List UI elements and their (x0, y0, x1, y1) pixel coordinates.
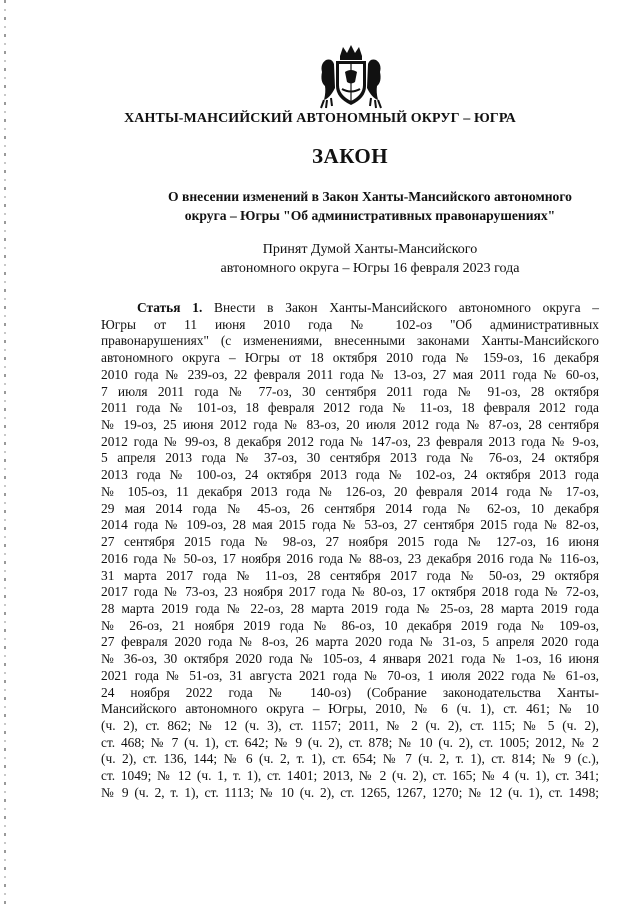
article-line: 31 марта 2017 года № 11-оз, 28 сентября 2017 года № 50-оз, 29 октября (101, 567, 599, 583)
article-line: № 19-оз, 25 июня 2012 года № 83-оз, 20 июля 2012 года № 87-оз, 28 сентября (101, 417, 599, 433)
article-line-text: Внести в Закон Ханты-Мансийского автономного округа – (202, 300, 599, 315)
document-type-title: ЗАКОН (311, 144, 389, 168)
article-line: 2013 года № 100-оз, 24 октября 2013 года № 102-оз, 24 октября 2013 года (101, 467, 599, 483)
article-line: № 105-оз, 11 декабря 2013 года № 126-оз, 20 февраля 2014 года № 17-оз, (101, 483, 599, 499)
article-line: 2011 года № 101-оз, 18 февраля 2012 года № 11-оз, 18 февраля 2012 года (101, 400, 599, 416)
law-subtitle (80, 187, 640, 225)
article-line: № 9 (ч. 2, т. 1), ст. 1113; № 10 (ч. 2), ст. 1265, 1267, 1270; № 12 (ч. 1), ст. 1498; (101, 784, 599, 800)
adoption-line: Принят Думой Ханты-Мансийского (262, 242, 478, 257)
article-line: Югры от 11 июня 2010 года № 102-оз "Об административных (101, 316, 599, 332)
article-line: 2010 года № 239-оз, 22 февраля 2011 года № 13-оз, 27 мая 2011 года № 60-оз, (101, 366, 599, 382)
adoption-line: автономного округа – Югры 16 февраля 2023 года (220, 261, 520, 276)
article-line (101, 300, 599, 317)
subtitle-line: О внесении изменений в Закон Ханты-Мансийского автономного (168, 189, 572, 204)
article-line: 2021 года № 51-оз, 31 августа 2021 года № 70-оз, 1 июля 2022 года № 61-оз, (101, 667, 599, 683)
article-line: 2012 года № 99-оз, 8 декабря 2012 года № 147-оз, 23 февраля 2013 года № 9-оз, (101, 433, 599, 449)
article-line: Мансийского автономного округа – Югры, 2010, № 6 (ч. 1), ст. 461; № 10 (101, 701, 599, 717)
article-line: 2014 года № 109-оз, 28 мая 2015 года № 53-оз, 27 сентября 2015 года № 82-оз, (101, 517, 599, 533)
article-line: ст. 468; № 7 (ч. 1), ст. 642; № 9 (ч. 2), ст. 878; № 10 (ч. 2), ст. 1005; 2012, № 2 (101, 734, 599, 750)
article-body (101, 300, 599, 802)
article-line: (ч. 2), ст. 136, 144; № 6 (ч. 2, т. 1), ст. 654; № 7 (ч. 2, т. 1), ст. 814; № 9 (с.), (101, 751, 599, 767)
article-line: ст. 1049; № 12 (ч. 1, т. 1), ст. 1401; 2013, № 2 (ч. 2), ст. 165; № 4 (ч. 1), ст. 341; (101, 768, 599, 784)
article-line: 2016 года № 50-оз, 17 ноября 2016 года № 88-оз, 23 декабря 2016 года № 116-оз, (101, 550, 599, 566)
article-line: 27 февраля 2020 года № 8-оз, 26 марта 2020 года № 31-оз, 5 апреля 2020 года (101, 634, 599, 650)
article-line: № 36-оз, 30 октября 2020 года № 105-оз, 4 января 2021 года № 1-оз, 16 июня (101, 651, 599, 667)
region-title: ХАНТЫ-МАНСИЙСКИЙ АВТОНОМНЫЙ ОКРУГ – ЮГРА (124, 111, 516, 126)
article-line: 27 сентября 2015 года № 98-оз, 27 ноября 2015 года № 127-оз, 16 июня (101, 534, 599, 550)
article-line: № 26-оз, 21 ноября 2019 года № 86-оз, 10 декабря 2019 года № 109-оз, (101, 617, 599, 633)
adoption-note (80, 240, 640, 278)
article-line: (ч. 2), ст. 862; № 12 (ч. 3), ст. 1157; 2011, № 2 (ч. 2), ст. 115; № 5 (ч. 2), (101, 717, 599, 733)
article-line: 29 мая 2014 года № 45-оз, 26 сентября 2014 года № 62-оз, 10 декабря (101, 500, 599, 516)
article-line: 7 июля 2011 года № 77-оз, 30 сентября 2011 года № 91-оз, 28 октября (101, 383, 599, 399)
coat-of-arms-icon (316, 42, 386, 112)
article-line: правонарушениях" (с изменениями, внесенными законами Ханты-Мансийского (101, 333, 599, 349)
article-line: 28 марта 2019 года № 22-оз, 28 марта 2019 года № 25-оз, 28 марта 2019 года (101, 600, 599, 616)
article-line: 2017 года № 73-оз, 23 ноября 2017 года № 80-оз, 17 октября 2018 года № 72-оз, (101, 584, 599, 600)
scan-edge (4, 0, 6, 905)
subtitle-line: округа – Югры "Об административных правонарушениях" (184, 208, 556, 223)
article-line: 24 ноября 2022 года № 140-оз) (Собрание законодательства Ханты- (101, 684, 599, 700)
article-label: Статья 1. (137, 300, 203, 315)
article-line: 5 апреля 2013 года № 37-оз, 30 сентября 2013 года № 76-оз, 24 октября (101, 450, 599, 466)
article-line: автономного округа – Югры от 18 октября 2010 года № 159-оз, 16 декабря (101, 350, 599, 366)
